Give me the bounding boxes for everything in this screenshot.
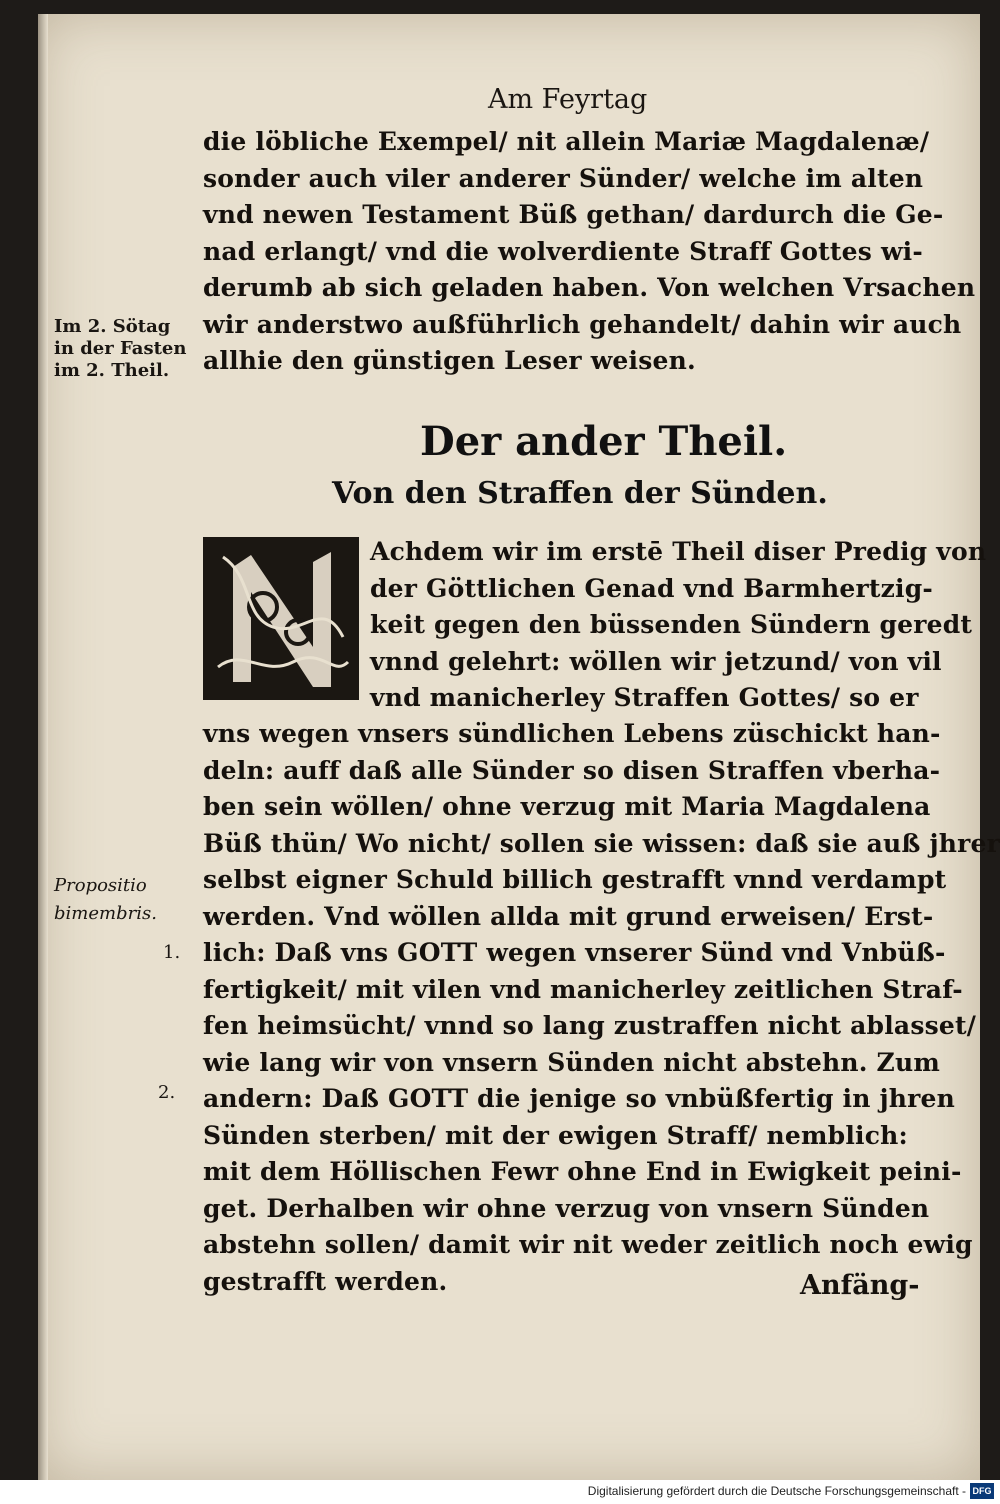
section-heading: Der ander Theil.: [420, 418, 788, 465]
text-line: allhie den günstigen Leser weisen.: [203, 346, 696, 375]
text-line: ben sein wöllen/ ohne verzug mit Maria Magdalena: [203, 792, 931, 821]
margin-note-line: Propositio: [54, 875, 147, 896]
text-line: Achdem wir im erstē Theil diser Predig von: [370, 537, 987, 566]
text-line: fertigkeit/ mit vilen vnd manicherley zeitlichen Straf-: [203, 974, 963, 1004]
section-subheading: Von den Straffen der Sünden.: [332, 476, 828, 511]
decorated-initial-n: [203, 537, 359, 700]
text-line: vns wegen vnsers sündlichen Lebens züschickt han-: [203, 719, 941, 748]
text-line: der Göttlichen Genad vnd Barmhertzig-: [370, 573, 933, 603]
text-line: Büß thün/ Wo nicht/ sollen sie wissen: daß sie auß jhrer: [203, 828, 1000, 858]
margin-number-2: 2.: [158, 1082, 176, 1103]
margin-number-1: 1.: [163, 942, 181, 963]
margin-note-sunday: [54, 316, 186, 382]
text-line: die löbliche Exempel/ nit allein Mariæ Magdalenæ/: [203, 127, 930, 156]
text-line: werden. Vnd wöllen allda mit grund erweisen/ Erst-: [203, 901, 934, 931]
running-head: Am Feyrtag: [488, 84, 648, 115]
text-line: gestrafft werden.: [203, 1266, 448, 1296]
footer-credit: Digitalisierung gefördert durch die Deutsche Forschungsgemeinschaft -: [587, 1484, 966, 1498]
text-line: abstehn sollen/ damit wir nit weder zeitlich noch ewig: [203, 1230, 973, 1259]
text-line: lich: Daß vns GOTT wegen vnserer Sünd vnd Vnbüß-: [203, 938, 946, 967]
text-line: sonder auch viler anderer Sünder/ welche im alten: [203, 163, 924, 193]
text-line: derumb ab sich geladen haben. Von welchen Vrsachen: [203, 273, 976, 302]
text-line: vnd newen Testament Büß gethan/ dardurch die Ge-: [203, 200, 944, 229]
digitization-footer: [0, 1480, 1000, 1504]
margin-note-line: bimembris.: [54, 903, 157, 924]
text-line: wir anderstwo außführlich gehandelt/ dahin wir auch: [203, 309, 962, 339]
intro-text: [203, 124, 976, 380]
text-line: wie lang wir von vnsern Sünden nicht abstehn. Zum: [203, 1047, 941, 1077]
margin-note-line: Im 2. Sötag: [54, 316, 171, 337]
text-line: keit gegen den büssenden Sündern geredt: [370, 610, 973, 639]
text-line: selbst eigner Schuld billich gestrafft vnnd verdampt: [203, 865, 947, 894]
text-line: vnnd gelehrt: wöllen wir jetzund/ von vil: [370, 646, 942, 676]
margin-note-propositio: [54, 872, 157, 928]
text-line: andern: Daß GOTT die jenige so vnbüßfertig in jhren: [203, 1084, 955, 1113]
catchword: Anfäng-: [800, 1270, 920, 1301]
text-line: deln: auff daß alle Sünder so disen Straffen vberha-: [203, 755, 941, 785]
ornament-initial-icon: [203, 537, 359, 700]
page-gutter-shadow: [38, 14, 48, 1480]
dfg-logo: DFG: [970, 1483, 994, 1499]
text-line: Sünden sterben/ mit der ewigen Straff/ nemblich:: [203, 1120, 908, 1150]
text-line: nad erlangt/ vnd die wolverdiente Straff Gottes wi-: [203, 236, 923, 266]
paragraph-body: [203, 716, 1000, 1300]
text-line: mit dem Höllischen Fewr ohne End in Ewigkeit peini-: [203, 1157, 962, 1186]
margin-note-line: in der Fasten: [54, 338, 187, 359]
text-line: vnd manicherley Straffen Gottes/ so er: [370, 683, 919, 712]
text-line: fen heimsücht/ vnnd so lang zustraffen nicht ablasset/: [203, 1011, 977, 1040]
text-line: get. Derhalben wir ohne verzug von vnsern Sünden: [203, 1193, 930, 1223]
margin-note-line: im 2. Theil.: [54, 360, 170, 381]
paragraph-first-lines: [370, 534, 987, 717]
